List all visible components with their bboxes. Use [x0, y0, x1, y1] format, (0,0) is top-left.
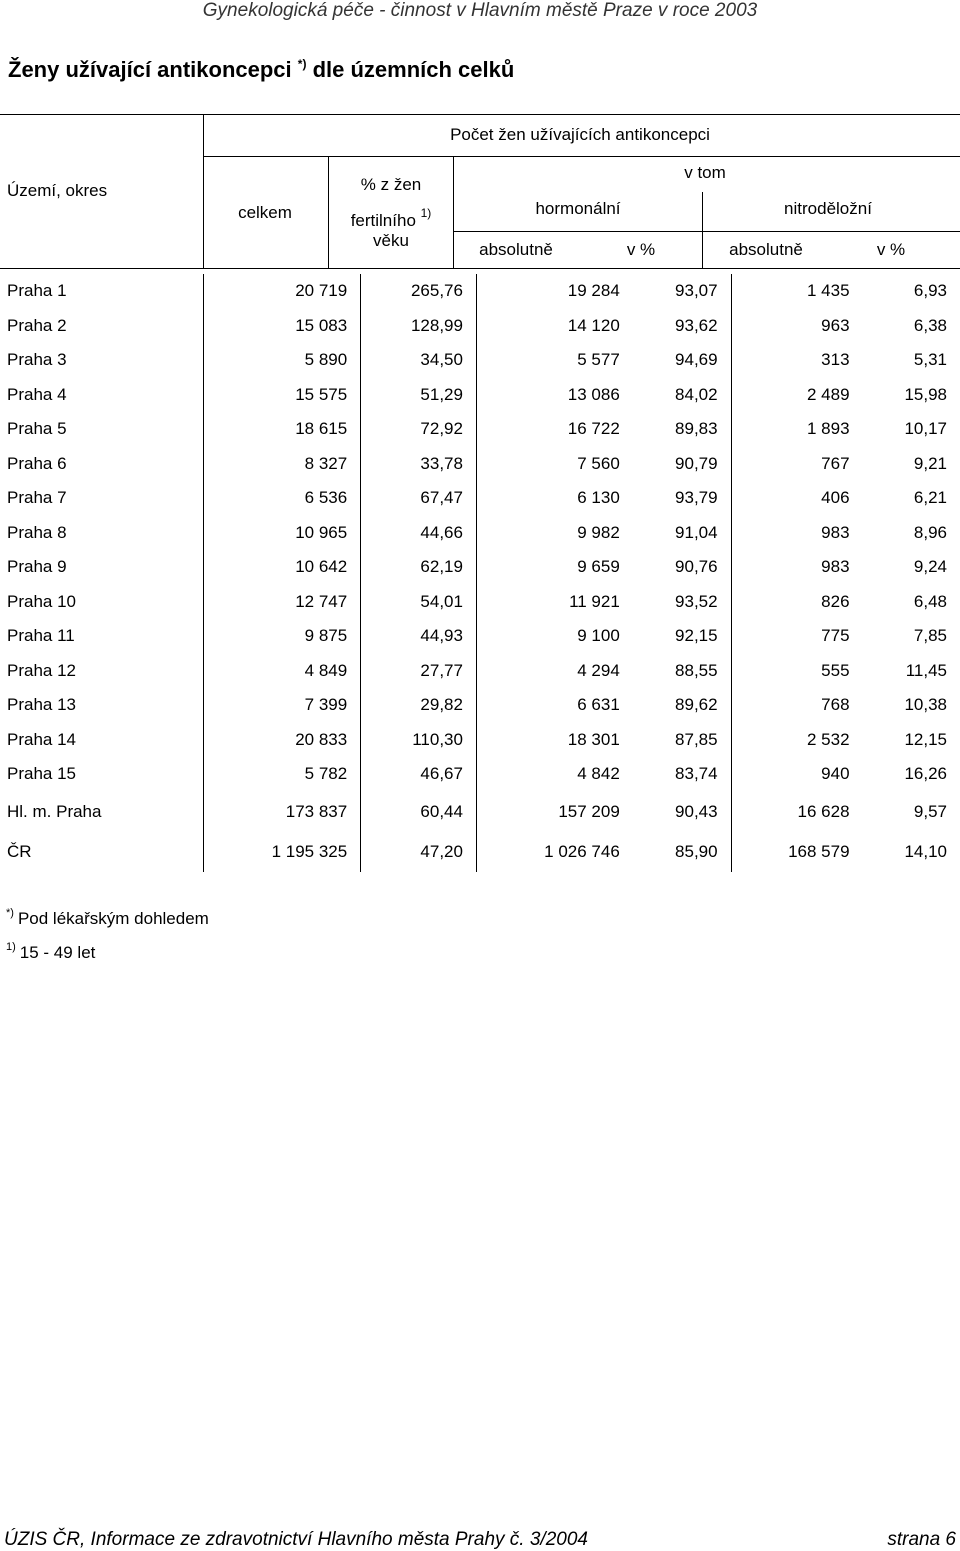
table-cell: 11,45 [905, 660, 947, 680]
table-cell: 2 489 [731, 378, 862, 413]
table-cell: 90,76 [675, 557, 718, 577]
row-label: Praha 7 [7, 488, 67, 508]
table-cell: 1 435 [731, 274, 862, 309]
table-cell: 20 833 [204, 723, 361, 758]
table-cell: 940 [731, 757, 862, 792]
row-label: ČR [7, 841, 32, 861]
row-label: Hl. m. Praha [7, 801, 102, 821]
table-cell: 47,20 [361, 832, 477, 872]
table-cell: 88,55 [675, 660, 718, 680]
table-cell: 8,96 [913, 522, 947, 542]
header-absolute-iud: absolutně [729, 240, 803, 259]
table-cell: 33,78 [361, 447, 477, 482]
table-cell: 10,38 [904, 695, 947, 715]
table-cell: 1 026 746 [476, 832, 632, 872]
header-percent-iud: v % [876, 240, 906, 259]
header-vline-2 [328, 156, 329, 268]
table-cell: 89,62 [675, 695, 718, 715]
table-top-rule [0, 114, 960, 115]
header-pct-footnote-mark: 1) [420, 206, 432, 220]
table-cell: 1 195 325 [204, 832, 361, 872]
table-cell: 84,02 [675, 384, 718, 404]
table-row [0, 481, 960, 516]
table-cell: 44,93 [361, 619, 477, 654]
table-row [0, 378, 960, 413]
table-cell: 265,76 [361, 274, 477, 309]
table-cell: 767 [731, 447, 862, 482]
table-row [0, 688, 960, 723]
table-cell: 91,04 [675, 522, 718, 542]
subgroup-divider-rule [453, 231, 960, 232]
table-cell: 16 628 [731, 792, 862, 832]
table-cell: 5 782 [204, 757, 361, 792]
table-cell: 9 100 [476, 619, 632, 654]
footnote-1-text: Pod lékařským dohledem [17, 909, 209, 928]
table-cell: 983 [731, 550, 862, 585]
table-cell: 4 294 [476, 654, 632, 689]
data-table [0, 274, 960, 872]
table-cell: 5 577 [476, 343, 632, 378]
table-cell: 826 [731, 585, 862, 620]
page-title [8, 57, 514, 83]
header-pct-line1: % z žen [360, 175, 422, 194]
table-row [0, 412, 960, 447]
table-cell: 128,99 [361, 309, 477, 344]
table-row [0, 309, 960, 344]
table-cell: 46,67 [361, 757, 477, 792]
table-cell: 87,85 [675, 729, 718, 749]
table-row [0, 516, 960, 551]
table-cell: 12,15 [904, 729, 947, 749]
table-cell: 168 579 [731, 832, 862, 872]
table-cell: 14,10 [904, 841, 947, 861]
row-label: Praha 1 [7, 281, 67, 301]
table-cell: 93,52 [675, 591, 718, 611]
header-pct-line2 [351, 203, 432, 231]
header-area: Území, okres [7, 181, 108, 200]
table-cell: 85,90 [675, 841, 718, 861]
table-cell: 18 615 [204, 412, 361, 447]
table-cell: 983 [731, 516, 862, 551]
page-footer-page-number: strana 6 [887, 1529, 956, 1550]
header-of-which: v tom [684, 163, 726, 182]
row-label: Praha 11 [7, 626, 75, 646]
table-cell: 9 875 [204, 619, 361, 654]
row-label: Praha 13 [7, 695, 76, 715]
header-bottom-rule [0, 268, 960, 269]
header-vline-3 [453, 156, 454, 268]
table-cell: 10 965 [204, 516, 361, 551]
table-cell: 13 086 [476, 378, 632, 413]
table-row [0, 343, 960, 378]
table-cell: 1 893 [731, 412, 862, 447]
table-row [0, 723, 960, 758]
header-pct-line3: věku [373, 231, 409, 250]
table-cell: 775 [731, 619, 862, 654]
table-cell: 7 560 [476, 447, 632, 482]
row-label: Praha 8 [7, 522, 67, 542]
table-cell: 94,69 [675, 350, 718, 370]
table-cell: 555 [731, 654, 862, 689]
header-iud: nitroděložní [784, 199, 872, 218]
table-cell: 27,77 [361, 654, 477, 689]
footnote-1-mark: *) [6, 907, 14, 919]
page-footer-source: ÚZIS ČR, Informace ze zdravotnictví Hlavního města Prahy č. 3/2004 [4, 1529, 588, 1550]
table-row [0, 447, 960, 482]
table-cell: 9,24 [913, 557, 947, 577]
page-header: Gynekologická péče - činnost v Hlavním městě Praze v roce 2003 [202, 0, 758, 21]
table-cell: 9,57 [913, 801, 947, 821]
table-cell: 313 [731, 343, 862, 378]
table-cell: 768 [731, 688, 862, 723]
title-text: Ženy užívající antikoncepci [8, 57, 292, 82]
table-cell: 4 849 [204, 654, 361, 689]
title-footnote-mark: *) [297, 57, 307, 71]
table-cell: 7,85 [913, 626, 947, 646]
table-cell: 92,15 [675, 626, 718, 646]
table-cell: 8 327 [204, 447, 361, 482]
table-cell: 44,66 [361, 516, 477, 551]
row-label: Praha 12 [7, 660, 76, 680]
table-cell: 6 130 [476, 481, 632, 516]
footnote-2 [6, 941, 95, 963]
row-label: Praha 2 [7, 315, 67, 335]
header-group: Počet žen užívajících antikoncepci [450, 125, 710, 144]
table-cell: 6 631 [476, 688, 632, 723]
table-cell: 19 284 [476, 274, 632, 309]
row-label: Praha 14 [7, 729, 76, 749]
table-cell: 90,79 [675, 453, 718, 473]
table-cell: 9 982 [476, 516, 632, 551]
table-cell: 406 [731, 481, 862, 516]
table-row [0, 757, 960, 792]
table-cell: 62,19 [361, 550, 477, 585]
table-cell: 10 642 [204, 550, 361, 585]
table-cell: 67,47 [361, 481, 477, 516]
table-cell: 54,01 [361, 585, 477, 620]
table-cell: 16 722 [476, 412, 632, 447]
table-cell: 10,17 [904, 419, 947, 439]
row-label: Praha 10 [7, 591, 76, 611]
table-row [0, 654, 960, 689]
table-cell: 14 120 [476, 309, 632, 344]
header-percent-hormonal: v % [626, 240, 656, 259]
row-label: Praha 9 [7, 557, 67, 577]
group-divider-rule [203, 156, 960, 157]
row-label: Praha 5 [7, 419, 67, 439]
table-cell: 18 301 [476, 723, 632, 758]
row-label: Praha 3 [7, 350, 67, 370]
table-cell: 60,44 [361, 792, 477, 832]
table-cell: 5 890 [204, 343, 361, 378]
table-cell: 6,48 [913, 591, 947, 611]
footnote-1 [6, 907, 209, 929]
total-row [0, 832, 960, 872]
table-cell: 51,29 [361, 378, 477, 413]
table-cell: 93,62 [675, 315, 718, 335]
row-label: Praha 15 [7, 764, 76, 784]
total-row [0, 792, 960, 832]
table-cell: 6,38 [913, 315, 947, 335]
table-cell: 4 842 [476, 757, 632, 792]
header-hormonal: hormonální [535, 199, 621, 218]
header-total: celkem [238, 203, 292, 222]
table-cell: 72,92 [361, 412, 477, 447]
row-label: Praha 6 [7, 453, 67, 473]
header-vline-1 [203, 114, 204, 268]
footnote-2-text: 15 - 49 let [19, 943, 96, 962]
table-cell: 9,21 [913, 453, 947, 473]
title-suffix: dle územních celků [312, 57, 515, 82]
table-cell: 963 [731, 309, 862, 344]
table-cell: 16,26 [904, 764, 947, 784]
table-cell: 83,74 [675, 764, 718, 784]
footnote-2-mark: 1) [6, 941, 16, 953]
table-cell: 6 536 [204, 481, 361, 516]
table-cell: 15 575 [204, 378, 361, 413]
table-cell: 15,98 [904, 384, 947, 404]
data-table-body [0, 274, 960, 872]
table-cell: 110,30 [361, 723, 477, 758]
header-pct-line2-text: fertilního [350, 211, 416, 230]
table-cell: 6,93 [913, 281, 947, 301]
table-cell: 157 209 [476, 792, 632, 832]
table-cell: 2 532 [731, 723, 862, 758]
table-row [0, 274, 960, 309]
header-absolute-hormonal: absolutně [479, 240, 553, 259]
table-cell: 9 659 [476, 550, 632, 585]
table-cell: 89,83 [675, 419, 718, 439]
table-cell: 93,79 [675, 488, 718, 508]
table-cell: 5,31 [913, 350, 947, 370]
table-row [0, 619, 960, 654]
table-cell: 173 837 [204, 792, 361, 832]
table-row [0, 585, 960, 620]
table-cell: 90,43 [675, 801, 718, 821]
table-cell: 12 747 [204, 585, 361, 620]
table-cell: 11 921 [476, 585, 632, 620]
table-cell: 15 083 [204, 309, 361, 344]
table-cell: 7 399 [204, 688, 361, 723]
table-cell: 29,82 [361, 688, 477, 723]
table-cell: 34,50 [361, 343, 477, 378]
table-cell: 93,07 [675, 281, 718, 301]
row-label: Praha 4 [7, 384, 67, 404]
table-row [0, 550, 960, 585]
table-cell: 20 719 [204, 274, 361, 309]
header-vline-4 [702, 192, 703, 268]
table-cell: 6,21 [913, 488, 947, 508]
